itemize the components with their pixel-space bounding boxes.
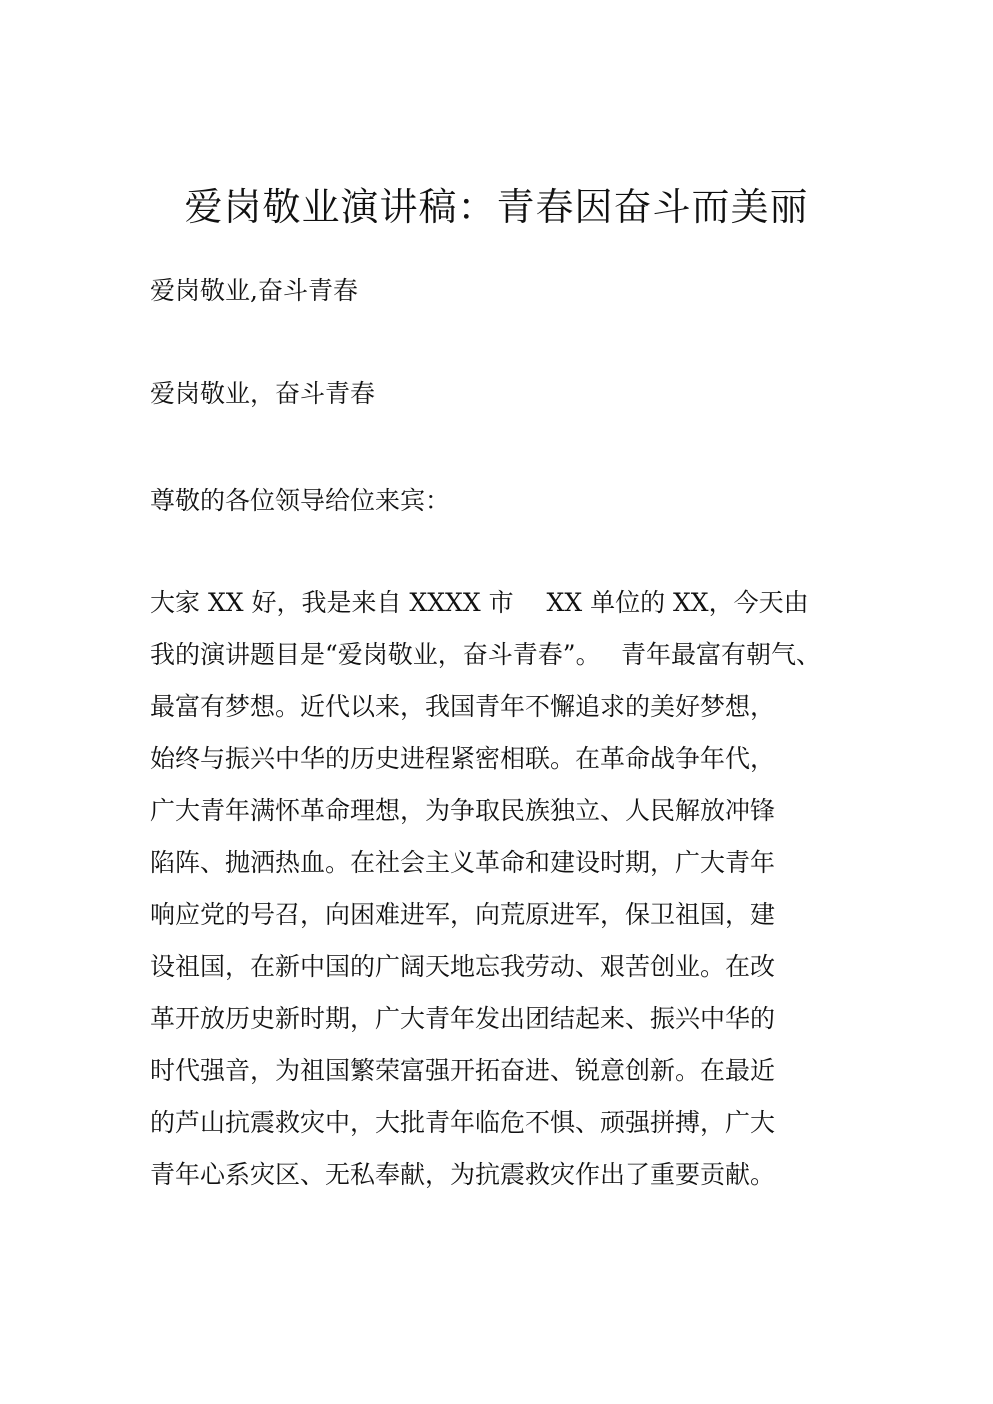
document-subtitle: 爱岗敬业，奋斗青春 <box>150 379 376 408</box>
body-line: 革开放历史新时期，广大青年发出团结起来、振兴中华的 <box>150 1004 776 1033</box>
body-line: 始终与振兴中华的历史进程紧密相联。在革命战争年代， <box>150 744 776 773</box>
body-line: 我的演讲题目是“爱岗敬业，奋斗青春”。 青年最富有朝气、 <box>150 640 822 669</box>
body-line: 时代强音，为祖国繁荣富强开拓奋进、锐意创新。在最近 <box>150 1056 776 1085</box>
body-line: 陷阵、抛洒热血。在社会主义革命和建设时期，广大青年 <box>150 848 776 877</box>
body-line: 最富有梦想。近代以来，我国青年不懈追求的美好梦想， <box>150 692 776 721</box>
document-greeting: 尊敬的各位领导给位来宾： <box>150 486 451 515</box>
document-title: 爱岗敬业演讲稿：青春因奋斗而美丽 <box>184 185 809 229</box>
body-line: 广大青年满怀革命理想，为争取民族独立、人民解放冲锋 <box>150 796 776 825</box>
body-line: 的芦山抗震救灾中，大批青年临危不惧、顽强拼搏，广大 <box>150 1108 776 1137</box>
body-line: 青年心系灾区、无私奉献，为抗震救灾作出了重要贡献。 <box>150 1160 776 1189</box>
document-tags: 爱岗敬业,奋斗青春 <box>150 276 358 305</box>
body-line: 大家 XX 好，我是来自 XXXX 市 XX 单位的 XX，今天由 <box>150 588 809 617</box>
body-line: 响应党的号召，向困难进军，向荒原进军，保卫祖国，建 <box>150 900 776 929</box>
body-line: 设祖国，在新中国的广阔天地忘我劳动、艰苦创业。在改 <box>150 952 776 981</box>
